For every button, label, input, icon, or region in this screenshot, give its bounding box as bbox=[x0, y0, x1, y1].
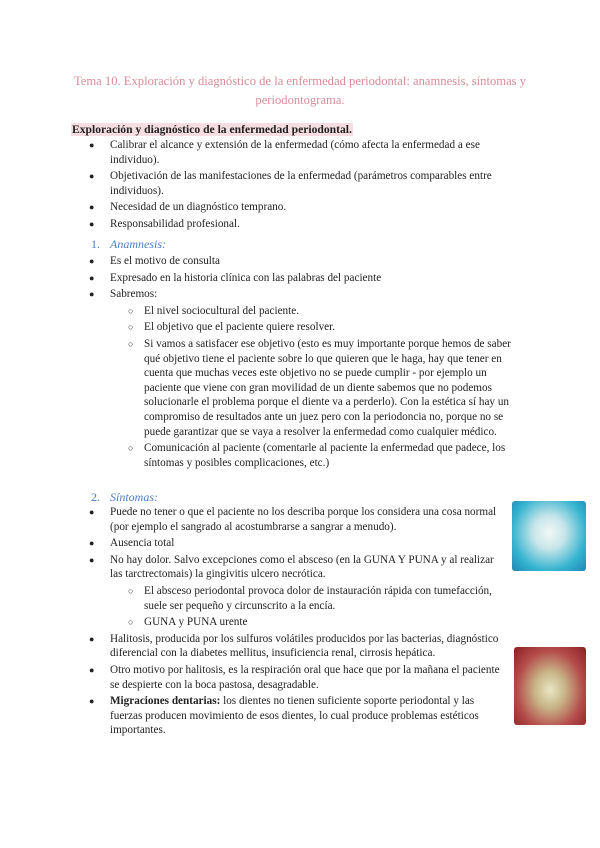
bullet-icon: ● bbox=[89, 272, 95, 283]
sub-list-item: ○ El absceso periodontal provoca dolor de instauración rápida con tumefacción, suele ser pequeño y circunscrito a la encía. bbox=[128, 584, 492, 612]
bullet-icon: ● bbox=[89, 633, 95, 644]
list-item: ● Migraciones dentarias: los dientes no tienen suficiente soporte periodontal y las fuerzas producen movimiento de esos dientes, lo cual produce problemas estéticos importantes. bbox=[89, 695, 479, 737]
anamnesis-list bbox=[86, 254, 516, 472]
list-item: ● No hay dolor. Salvo excepciones como el absceso (en la GUNA Y PUNA y al realizar las tarctrectomais) la gingivitis ulcero necrótica. bbox=[89, 553, 494, 581]
bullet-icon: ● bbox=[89, 202, 95, 213]
hollow-bullet-icon: ○ bbox=[128, 338, 134, 349]
teeth-photo-blue bbox=[512, 501, 586, 571]
bullet-icon: ● bbox=[89, 140, 95, 150]
sub-list-item: ○ El nivel sociocultural del paciente. bbox=[128, 304, 300, 317]
migration-term: Migraciones dentarias: bbox=[110, 695, 221, 708]
section-heading: Exploración y diagnóstico de la enfermedad periodontal. bbox=[72, 123, 352, 136]
sintomas-list bbox=[86, 505, 506, 740]
bullet-icon: ● bbox=[89, 289, 95, 300]
list-item: ● Otro motivo por halitosis, es la respiración oral que hace que por la mañana el paciente se despierte con la boca pastosa, desagradable. bbox=[89, 663, 500, 691]
section-number: 1. bbox=[91, 237, 100, 251]
bullet-icon: ● bbox=[89, 696, 95, 707]
teeth-photo-gums bbox=[514, 647, 586, 725]
bullet-icon: ● bbox=[89, 171, 95, 182]
list-item: ● Responsabilidad profesional. bbox=[89, 217, 240, 230]
intro-list bbox=[86, 138, 516, 234]
list-item: ● Puede no tener o que el paciente no los describa porque los considera una cosa normal (por ejemplo el sangrado al acostumbrarse a sangrar a menudo). bbox=[89, 506, 497, 533]
section-number: 2. bbox=[91, 490, 100, 504]
list-item: ● Es el motivo de consulta bbox=[89, 255, 220, 267]
section-title: Síntomas: bbox=[110, 490, 158, 504]
list-item: ● Ausencia total bbox=[89, 537, 175, 550]
bullet-icon: ● bbox=[89, 538, 95, 549]
bullet-icon: ● bbox=[89, 664, 95, 675]
page-title: Tema 10. Exploración y diagnóstico de la enfermedad periodontal: anamnesis, síntomas y periodontograma. bbox=[73, 74, 526, 107]
section-title: Anamnesis: bbox=[110, 237, 166, 251]
list-item: ● Sabremos: bbox=[89, 288, 158, 301]
bullet-icon: ● bbox=[89, 554, 95, 565]
list-item: ● Halitosis, producida por los sulfuros volátiles producidos por las bacterias, diagnóstico diferencial con la diabetes mellitus, insuficiencia renal, cirrosis hepática. bbox=[89, 632, 499, 660]
hollow-bullet-icon: ○ bbox=[128, 305, 134, 316]
hollow-bullet-icon: ○ bbox=[128, 585, 134, 596]
sub-list-item: ○ GUNA y PUNA urente bbox=[128, 616, 248, 629]
hollow-bullet-icon: ○ bbox=[128, 322, 134, 333]
list-item: ● Objetivación de las manifestaciones de la enfermedad (parámetros comparables entre individuos). bbox=[89, 170, 492, 197]
sub-list-item: ○ El objetivo que el paciente quiere resolver. bbox=[128, 321, 336, 334]
list-item: ● Expresado en la historia clínica con las palabras del paciente bbox=[89, 271, 382, 284]
bullet-icon: ● bbox=[89, 218, 95, 229]
list-item: ● Necesidad de un diagnóstico temprano. bbox=[89, 201, 287, 214]
section-1-heading bbox=[91, 237, 166, 252]
hollow-bullet-icon: ○ bbox=[128, 617, 134, 628]
sub-list-item: ○ Si vamos a satisfacer ese objetivo (esto es muy importante porque hemos de saber qué objetivo tiene el paciente sobre lo que quieren que le haga, hay que tener en cuenta que muchas veces este objetivo no se puede cumplir - por ejemplo un paciente que viene con gran movilidad de un diente sabemos que no podemos solucionarle el problema porque el diente va a perderlo). Con la estética sí hay un compromiso de resultados ante un juez pero con la periodoncia no, porque no se puede garantizar que se vaya a resolver la enfermedad como cualquier médico. bbox=[128, 337, 511, 438]
bullet-icon: ● bbox=[89, 507, 95, 517]
sub-list-item: ○ Comunicación al paciente (comentarle al paciente la enfermedad que padece, los síntomas y posibles complicaciones, etc.) bbox=[128, 442, 506, 469]
list-item: ● Calibrar el alcance y extensión de la enfermedad (cómo afecta la enfermedad a ese individuo). bbox=[89, 139, 480, 166]
bullet-icon: ● bbox=[89, 256, 95, 266]
hollow-bullet-icon: ○ bbox=[128, 443, 134, 454]
section-2-heading bbox=[91, 490, 158, 505]
